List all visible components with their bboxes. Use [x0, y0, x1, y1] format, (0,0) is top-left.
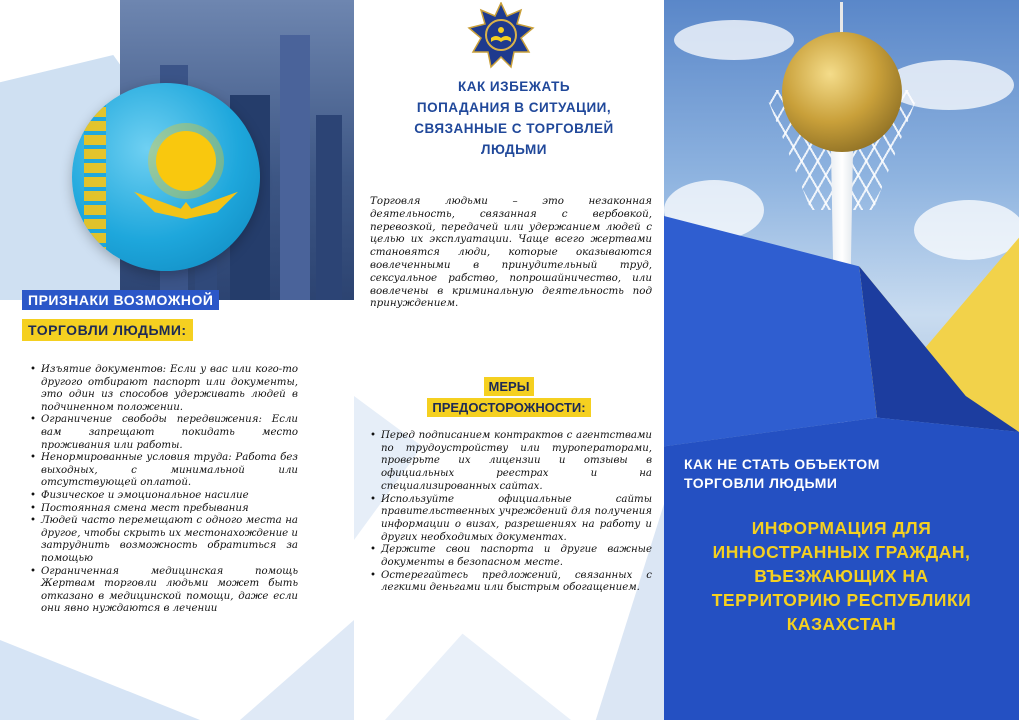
right-panel	[664, 0, 1019, 720]
precautions-title-line1: МЕРЫ	[484, 377, 535, 396]
info-line: КАЗАХСТАН	[786, 614, 897, 634]
list-item: • Остерегайтесь предложений, связанных с легкими деньгами или быстрым обогащением.	[370, 570, 652, 595]
cover-info-title	[674, 516, 1009, 636]
list-item: • Постоянная смена мест пребывания	[30, 503, 298, 516]
precautions-title-line2: ПРЕДОСТОРОЖНОСТИ:	[427, 398, 590, 417]
signs-title-line2: ТОРГОВЛИ ЛЮДЬМИ:	[22, 319, 193, 341]
info-line: ВЪЕЗЖАЮЩИХ НА	[754, 566, 929, 586]
baiterek-tower-icon	[782, 32, 902, 152]
list-item: • Ограниченная медицинская помощь Жертвам торговли людьми может быть отказано в медицинской помощи, даже если они явно нуждаются в лечении	[30, 566, 298, 616]
star-book-emblem-icon	[467, 2, 535, 70]
list-item: • Физическое и эмоциональное насилие	[30, 490, 298, 503]
middle-panel	[354, 0, 664, 720]
title-line: ПОПАДАНИЯ В СИТУАЦИИ,	[416, 100, 612, 115]
title-line: КАК ИЗБЕЖАТЬ	[457, 79, 571, 94]
info-line: ИНФОРМАЦИЯ ДЛЯ	[751, 518, 932, 538]
heading-line: ТОРГОВЛИ ЛЮДЬМИ	[684, 475, 838, 491]
middle-title	[374, 76, 654, 160]
signs-list	[30, 364, 298, 616]
title-line: СВЯЗАННЫЕ С ТОРГОВЛЕЙ	[414, 121, 614, 136]
left-panel	[0, 0, 354, 720]
precautions-list	[370, 430, 652, 595]
precautions-title	[354, 376, 664, 417]
list-item: • Людей часто перемещают с одного места на другое, чтобы скрыть их местонахождение и затруднить возможность обратиться за помощью	[30, 515, 298, 565]
info-line: ИННОСТРАННЫХ ГРАЖДАН,	[712, 542, 971, 562]
list-item: • Изъятие документов: Если у вас или кого-то другого отбирают паспорт или документы, это один из способов удерживать людей в подчиненном положении.	[30, 364, 298, 414]
list-item: • Ограничение свободы передвижения: Если вам запрещают покидать место проживания или работы.	[30, 414, 298, 452]
kazakhstan-flag-sphere-icon	[72, 83, 260, 271]
list-item: • Перед подписанием контрактов с агентствами по трудоустройству или туроператорами, проверьте их лицензии и отзывы в официальных реестрах и на специализированных сайтах.	[370, 430, 652, 494]
info-line: ТЕРРИТОРИЮ РЕСПУБЛИКИ	[711, 590, 972, 610]
definition-paragraph: Торговля людьми – это незаконная деятельность, связанная с вербовкой, перевозкой, передачей или удержанием людей с целью их эксплуатации. Чаще всего жертвами становятся люди, которые оказываются вовлеченными в принудительный труд, сексуальное рабство, попрошайничество, или вовлечены в криминальную деятельность под принуждением.	[370, 195, 652, 310]
list-item: • Держите свои паспорта и другие важные документы в безопасном месте.	[370, 544, 652, 569]
list-item: • Используйте официальные сайты правительственных учреждений для получения информации о визах, разрешениях на работу и других необходимых документах.	[370, 494, 652, 545]
title-line: ЛЮДЬМИ	[481, 142, 547, 157]
heading-line: КАК НЕ СТАТЬ ОБЪЕКТОМ	[684, 456, 880, 472]
signs-title-line1: ПРИЗНАКИ ВОЗМОЖНОЙ	[22, 290, 219, 310]
cover-heading	[684, 455, 1004, 493]
list-item: • Ненормированные условия труда: Работа без выходных, с минимальной или отсутствующей оплатой.	[30, 452, 298, 490]
tower-spire	[840, 2, 843, 34]
